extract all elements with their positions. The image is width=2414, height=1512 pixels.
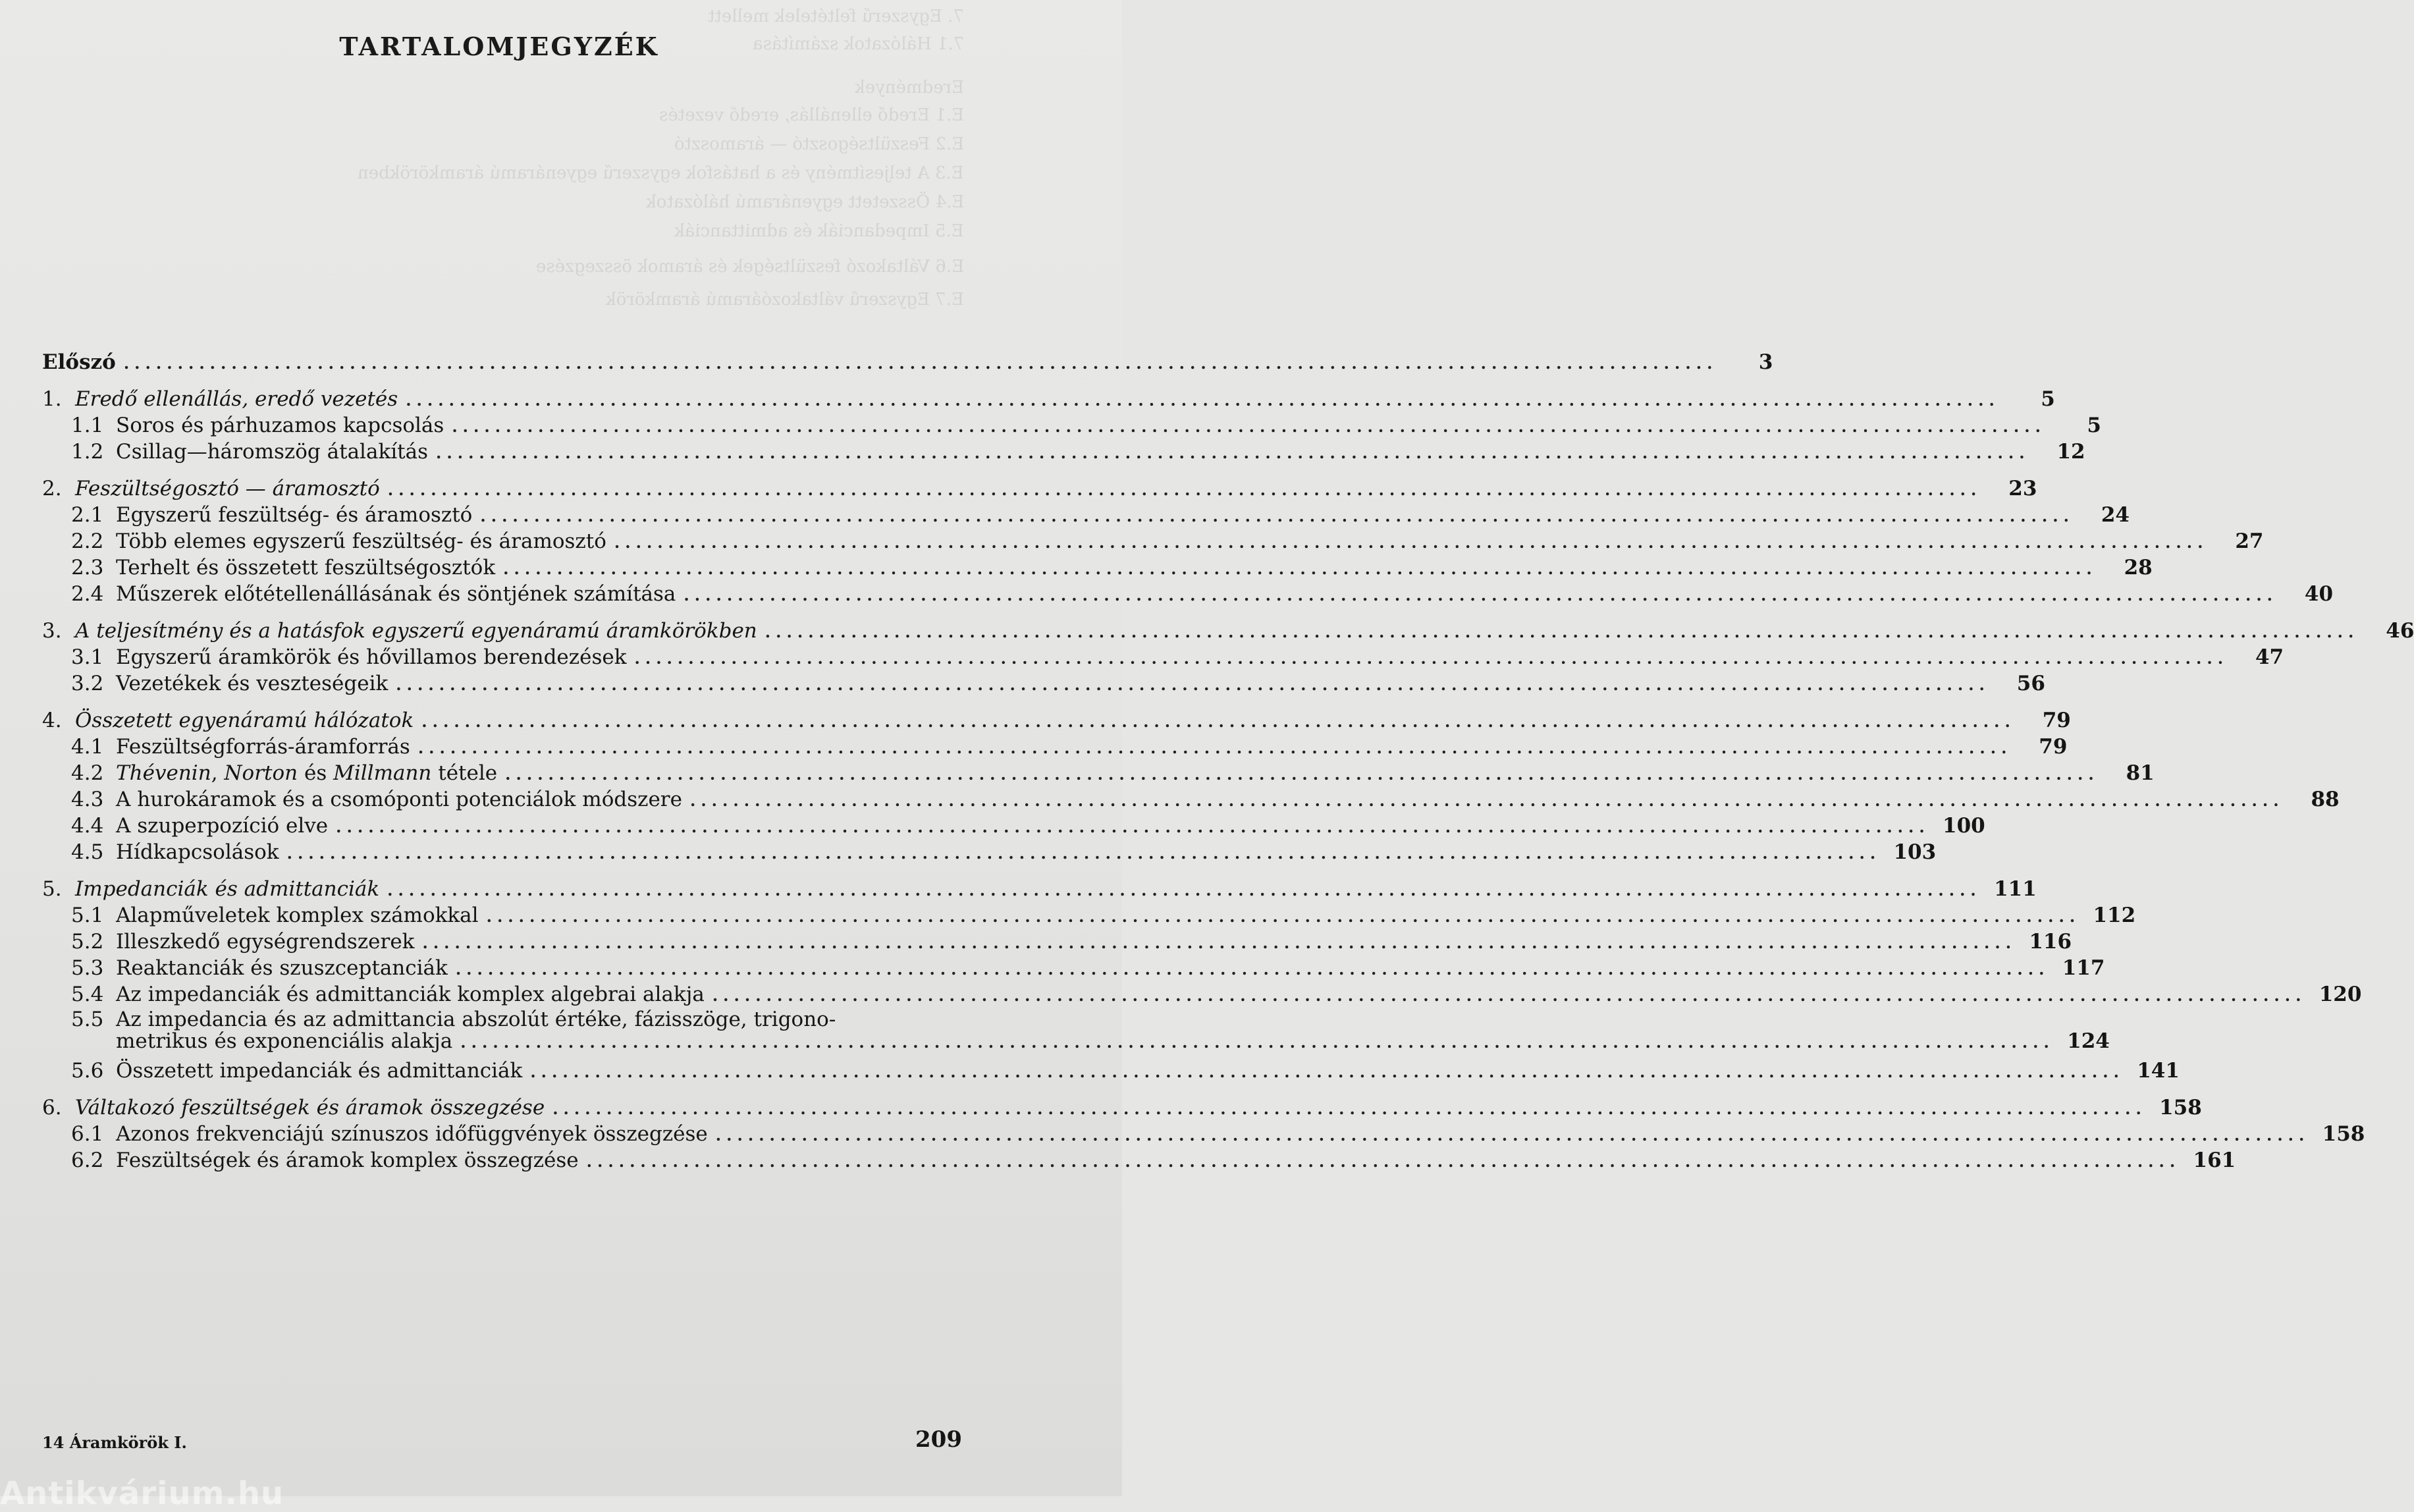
- toc-page: 141: [2137, 1059, 2180, 1083]
- toc-label: Több elemes egyszerű feszültség- és áramosztó: [116, 529, 606, 553]
- footer-page-number: 209: [915, 1426, 962, 1453]
- toc-page: 81: [2126, 761, 2155, 785]
- toc-num: 2.3: [71, 556, 104, 580]
- toc-label-line-2: metrikus és exponenciális alakja: [116, 1029, 453, 1053]
- toc-label: Előszó: [42, 350, 116, 374]
- toc-num: 5.5: [71, 1008, 104, 1031]
- toc-section-5-3: [71, 955, 2105, 981]
- page-title: TARTALOMJEGYZÉK: [339, 32, 659, 61]
- toc-page: 23: [2008, 477, 2037, 500]
- toc-num: 1.1: [71, 414, 104, 437]
- toc-label: Impedanciák és admittanciák: [75, 877, 380, 901]
- toc-num: 5.: [42, 877, 62, 901]
- ghost-line: Eredmények: [854, 78, 964, 97]
- ghost-line: E.4 Összetett egyenáramú hálózatok: [645, 192, 964, 212]
- leader-dots: ....................................................................................................................................................: [336, 817, 1930, 836]
- toc-label: Vezetékek és veszteségeik: [116, 672, 389, 695]
- toc-chapter-1: [42, 386, 2055, 412]
- toc-label-line-1: Az impedancia és az admittancia abszolút értéke, fázisszöge, trigono-: [116, 1008, 836, 1031]
- toc-num: 5.1: [71, 904, 104, 927]
- toc-page: 28: [2124, 556, 2153, 580]
- toc-num: 4.1: [71, 735, 104, 759]
- toc-section-2-4: [71, 581, 2334, 607]
- toc-page: 117: [2062, 956, 2105, 980]
- toc-page: 112: [2093, 904, 2136, 927]
- name-norton: Norton: [224, 761, 298, 785]
- toc-label: Reaktanciák és szuszceptanciák: [116, 956, 448, 980]
- leader-dots: ....................................................................................................................................................: [505, 765, 2099, 784]
- leader-dots: ....................................................................................................................................................: [503, 559, 2097, 578]
- ghost-line: 7.1 Hálózatok számítása: [752, 34, 964, 54]
- ghost-line: E.1 Eredő ellenállás, eredő vezetés: [658, 105, 964, 125]
- toc-num: 5.4: [71, 983, 104, 1006]
- toc-num: 6.: [42, 1096, 62, 1120]
- toc-page: 12: [2056, 440, 2085, 464]
- ghost-line: E.7 Egyszerű váltakozóáramú áramkörök: [606, 290, 964, 310]
- toc-page: 100: [1943, 814, 1985, 838]
- leader-dots: ....................................................................................................................................................: [552, 1099, 2147, 1118]
- toc-num: 2.4: [71, 582, 104, 606]
- toc-page: 161: [2193, 1148, 2236, 1172]
- toc-label: Hídkapcsolások: [116, 840, 279, 864]
- toc-num: 3.: [42, 619, 62, 643]
- toc-page: 56: [2016, 672, 2045, 695]
- leader-dots: ....................................................................................................................................................: [387, 480, 1982, 499]
- leader-dots: ....................................................................................................................................................: [586, 1152, 2181, 1171]
- leader-dots: ....................................................................................................................................................: [123, 354, 1718, 373]
- leader-dots: ....................................................................................................................................................: [712, 986, 2307, 1005]
- toc-num: 4.: [42, 709, 62, 732]
- toc-chapter-4: [42, 707, 2071, 734]
- leader-dots: ....................................................................................................................................................: [406, 391, 2000, 410]
- ghost-line: E.3 A teljesítmény és a hatásfok egyszerű egyenáramú áramkörökben: [358, 163, 964, 183]
- toc-section-5-1: [71, 902, 2136, 929]
- leader-dots: ....................................................................................................................................................: [286, 844, 1881, 863]
- leader-dots: ....................................................................................................................................................: [480, 506, 2074, 526]
- label-sep: tétele: [431, 761, 498, 785]
- toc-page: 47: [2255, 645, 2284, 669]
- toc-label: Csillag—háromszög átalakítás: [116, 440, 428, 464]
- toc-section-4-1: [71, 734, 2068, 760]
- toc-page: 158: [2322, 1122, 2365, 1146]
- toc-page: 88: [2311, 788, 2340, 811]
- toc-label: Összetett impedanciák és admittanciák: [116, 1059, 523, 1083]
- toc-section-5-5: [71, 1008, 2110, 1053]
- toc-label: Alapműveletek komplex számokkal: [116, 904, 479, 927]
- name-thevenin: Thévenin: [116, 761, 211, 785]
- label-sep: ,: [211, 761, 225, 785]
- toc-section-4-4: [71, 813, 1985, 839]
- toc-label: Egyszerű áramkörök és hővillamos berendezések: [116, 645, 627, 669]
- leader-dots: ....................................................................................................................................................: [387, 880, 1981, 900]
- toc-num: 2.: [42, 477, 62, 500]
- toc-chapter-2: [42, 475, 2037, 502]
- toc-page: 116: [2029, 930, 2072, 954]
- leader-dots: ....................................................................................................................................................: [417, 738, 2012, 757]
- toc-label: Feszültségek és áramok komplex összegzése: [116, 1148, 579, 1172]
- toc-page: 158: [2159, 1096, 2202, 1120]
- toc-label: Feszültségforrás-áramforrás: [116, 735, 410, 759]
- label-sep: és: [298, 761, 334, 785]
- toc-label: Eredő ellenállás, eredő vezetés: [75, 387, 398, 411]
- toc-num: 6.2: [71, 1148, 104, 1172]
- toc-section-2-1: [71, 502, 2130, 528]
- toc-num: 1.: [42, 387, 62, 411]
- toc-num: 1.2: [71, 440, 104, 464]
- leader-dots: ....................................................................................................................................................: [452, 417, 2046, 436]
- toc-page: 40: [2304, 582, 2334, 606]
- toc-page: 27: [2235, 529, 2264, 553]
- toc-label-line-2-row: [71, 1029, 2110, 1053]
- toc-label: Terhelt és összetett feszültségosztók: [116, 556, 496, 580]
- toc-section-5-4: [71, 981, 2362, 1008]
- toc-section-4-2: [71, 760, 2155, 786]
- toc-section-1-2: [71, 439, 2085, 465]
- toc-label: Egyszerű feszültség- és áramosztó: [116, 503, 473, 527]
- toc-section-5-6: [71, 1058, 2180, 1084]
- leader-dots: ....................................................................................................................................................: [689, 791, 2284, 810]
- toc-section-3-2: [71, 670, 2045, 697]
- toc-label: [116, 760, 497, 786]
- toc-label: Váltakozó feszültségek és áramok összegzése: [75, 1096, 545, 1120]
- toc-num: 5.2: [71, 930, 104, 954]
- toc-num: 4.2: [71, 761, 104, 785]
- ghost-line: E.2 Feszültségosztó — áramosztó: [674, 134, 964, 154]
- toc-page: 79: [2042, 709, 2071, 732]
- toc-num: 4.5: [71, 840, 104, 864]
- toc-num: 4.4: [71, 814, 104, 838]
- toc-label: Azonos frekvenciájú színuszos időfüggvények összegzése: [116, 1122, 708, 1146]
- toc-label: Feszültségosztó — áramosztó: [75, 477, 380, 500]
- toc-label: A szuperpozíció elve: [116, 814, 329, 838]
- toc-num: 5.3: [71, 956, 104, 980]
- ghost-line: E.6 Váltakozó feszültségek és áramok összegzése: [535, 257, 964, 277]
- toc-chapter-6: [42, 1094, 2202, 1121]
- leader-dots: ....................................................................................................................................................: [715, 1125, 2310, 1145]
- toc-section-4-5: [71, 839, 1937, 865]
- toc-label: Illeszkedő egységrendszerek: [116, 930, 415, 954]
- leader-dots: ....................................................................................................................................................: [614, 533, 2209, 552]
- toc-page: 111: [1994, 877, 2037, 901]
- ghost-line: 7. Egyszerű feltételek mellett: [708, 7, 964, 26]
- toc-section-6-1: [71, 1121, 2365, 1147]
- toc-label: Összetett egyenáramú hálózatok: [75, 709, 414, 732]
- toc-page: 124: [2067, 1029, 2110, 1053]
- leader-dots: ....................................................................................................................................................: [460, 1033, 2054, 1052]
- toc-page: 5: [2041, 387, 2055, 411]
- leader-dots: ....................................................................................................................................................: [422, 933, 2017, 952]
- toc-num: 6.1: [71, 1122, 104, 1146]
- toc-section-2-2: [71, 528, 2264, 554]
- leader-dots: ....................................................................................................................................................: [396, 675, 1990, 694]
- leader-dots: ....................................................................................................................................................: [684, 585, 2278, 605]
- toc-num: 5.6: [71, 1059, 104, 1083]
- name-millmann: Millmann: [333, 761, 432, 785]
- toc-num: 3.2: [71, 672, 104, 695]
- leader-dots: ....................................................................................................................................................: [455, 959, 2050, 979]
- leader-dots: ....................................................................................................................................................: [530, 1062, 2124, 1081]
- toc-page: 79: [2039, 735, 2068, 759]
- toc-num: 2.2: [71, 529, 104, 553]
- toc-label: A hurokáramok és a csomóponti potenciálok módszere: [116, 788, 682, 811]
- toc-page: 103: [1893, 840, 1937, 864]
- toc-page: 5: [2087, 414, 2101, 437]
- leader-dots: ....................................................................................................................................................: [764, 622, 2359, 641]
- toc-label: Műszerek előtétellenállásának és söntjének számítása: [116, 582, 676, 606]
- toc-page: 24: [2101, 503, 2130, 527]
- toc-num: 4.3: [71, 788, 104, 811]
- watermark: Antikvárium.hu: [0, 1475, 284, 1512]
- toc-num: 3.1: [71, 645, 104, 669]
- toc-section-6-2: [71, 1147, 2236, 1174]
- leader-dots: ....................................................................................................................................................: [486, 907, 2081, 926]
- toc-section-1-1: [71, 412, 2101, 439]
- toc-num: 2.1: [71, 503, 104, 527]
- toc-label: Az impedanciák és admittanciák komplex algebrai alakja: [116, 983, 705, 1006]
- toc-label: Soros és párhuzamos kapcsolás: [116, 414, 444, 437]
- toc-page: 120: [2319, 983, 2362, 1006]
- toc-label: A teljesítmény és a hatásfok egyszerű egyenáramú áramkörökben: [75, 619, 757, 643]
- toc-page: 46: [2386, 619, 2414, 643]
- toc-page: 3: [1758, 350, 1773, 374]
- leader-dots: ....................................................................................................................................................: [436, 443, 2030, 462]
- leader-dots: ....................................................................................................................................................: [421, 712, 2016, 731]
- toc-chapter-5: [42, 876, 2037, 902]
- toc-chapter-3: [42, 618, 2414, 644]
- leader-dots: ....................................................................................................................................................: [634, 649, 2229, 668]
- toc-entry-foreword: [42, 349, 1773, 375]
- footer-signature: 14 Áramkörök I.: [42, 1433, 187, 1452]
- toc-section-3-1: [71, 644, 2284, 670]
- toc-section-2-3: [71, 554, 2153, 581]
- toc-section-5-2: [71, 929, 2072, 955]
- ghost-line: E.5 Impedanciák és admittanciák: [674, 221, 964, 241]
- toc-section-4-3: [71, 786, 2340, 813]
